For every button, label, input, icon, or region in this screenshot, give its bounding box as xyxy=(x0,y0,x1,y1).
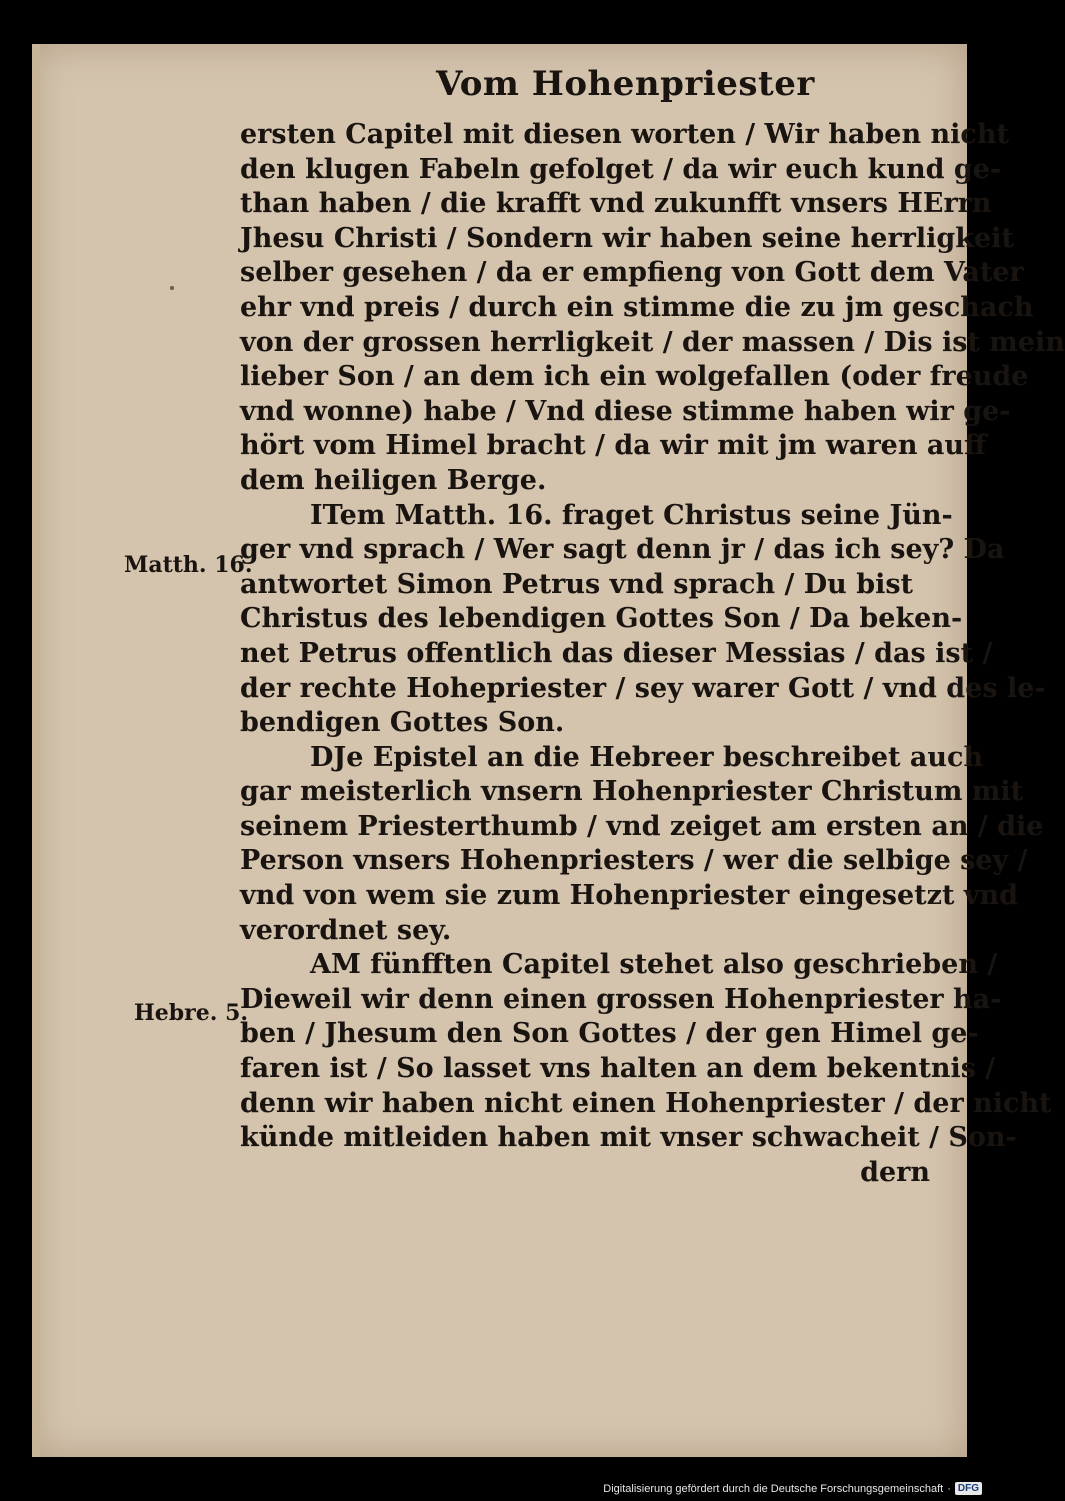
text-line: seinem Priesterthumb / vnd zeiget am ersten an / die xyxy=(240,810,1044,842)
text-line: Person vnsers Hohenpriesters / wer die selbige sey / xyxy=(240,845,1028,877)
text-line: von der grossen herrligkeit / der massen / Dis ist mein xyxy=(240,326,1065,358)
text-line: vnd von wem sie zum Hohenpriester eingesetzt vnd xyxy=(240,880,1019,912)
footer-credit: Digitalisierung gefördert durch die Deutsche Forschungsgemeinschaft · DFG xyxy=(603,1482,982,1495)
body-text xyxy=(240,118,1065,1190)
text-line: bendigen Gottes Son. xyxy=(240,707,565,739)
text-line: gar meisterlich vnsern Hohenpriester Christum mit xyxy=(240,776,1024,808)
text-line: hört vom Himel bracht / da wir mit jm waren auff xyxy=(240,430,987,462)
text-line: den klugen Fabeln gefolget / da wir euch kund ge- xyxy=(240,153,1002,185)
text-line: net Petrus offentlich das dieser Messias / das ist / xyxy=(240,637,993,669)
paragraph-start: AM fünfften Capitel stehet also geschrieben / xyxy=(310,949,998,981)
text-line: Christus des lebendigen Gottes Son / Da beken- xyxy=(240,603,963,635)
paragraph-start: DJe Epistel an die Hebreer beschreibet auch xyxy=(310,741,984,773)
text-line: lieber Son / an dem ich ein wolgefallen (oder freude xyxy=(240,361,1029,393)
dfg-logo-icon: DFG xyxy=(955,1482,982,1495)
margin-note-matth: Matth. 16. xyxy=(124,552,253,578)
text-line: faren ist / So lasset vns halten an dem bekentnis / xyxy=(240,1053,996,1085)
text-line: antwortet Simon Petrus vnd sprach / Du bist xyxy=(240,568,914,600)
text-line: selber gesehen / da er empfieng von Gott dem Vater xyxy=(240,257,1024,289)
margin-note-hebre: Hebre. 5. xyxy=(134,1000,249,1026)
running-header: Vom Hohenpriester xyxy=(436,64,815,104)
text-line: vnd wonne) habe / Vnd diese stimme haben wir ge- xyxy=(240,395,1011,427)
text-line: ben / Jhesum den Son Gottes / der gen Himel ge- xyxy=(240,1018,979,1050)
text-line: dem heiligen Berge. xyxy=(240,464,547,496)
text-line: künde mitleiden haben mit vnser schwacheit / Son- xyxy=(240,1122,1017,1154)
text-line: denn wir haben nicht einen Hohenpriester / der nicht xyxy=(240,1087,1052,1119)
catchword: dern xyxy=(860,1156,930,1188)
credit-text: Digitalisierung gefördert durch die Deutsche Forschungsgemeinschaft xyxy=(603,1482,944,1495)
text-line: verordnet sey. xyxy=(240,914,452,946)
paragraph-start: ITem Matth. 16. fraget Christus seine Jün- xyxy=(310,499,953,531)
text-line: ger vnd sprach / Wer sagt denn jr / das ich sey? Da xyxy=(240,534,1005,566)
text-line: than haben / die krafft vnd zukunfft vnsers HErrn xyxy=(240,188,992,220)
text-line: Jhesu Christi / Sondern wir haben seine herrligkeit xyxy=(240,222,1014,254)
ink-speck xyxy=(170,286,174,290)
text-line: ehr vnd preis / durch ein stimme die zu jm geschach xyxy=(240,291,1034,323)
text-line: ersten Capitel mit diesen worten / Wir haben nicht xyxy=(240,119,1009,150)
text-line: der rechte Hohepriester / sey warer Gott / vnd des le- xyxy=(240,672,1046,704)
page-edge xyxy=(32,44,40,1457)
text-line: Dieweil wir denn einen grossen Hohenpriester ha- xyxy=(240,983,1002,1015)
